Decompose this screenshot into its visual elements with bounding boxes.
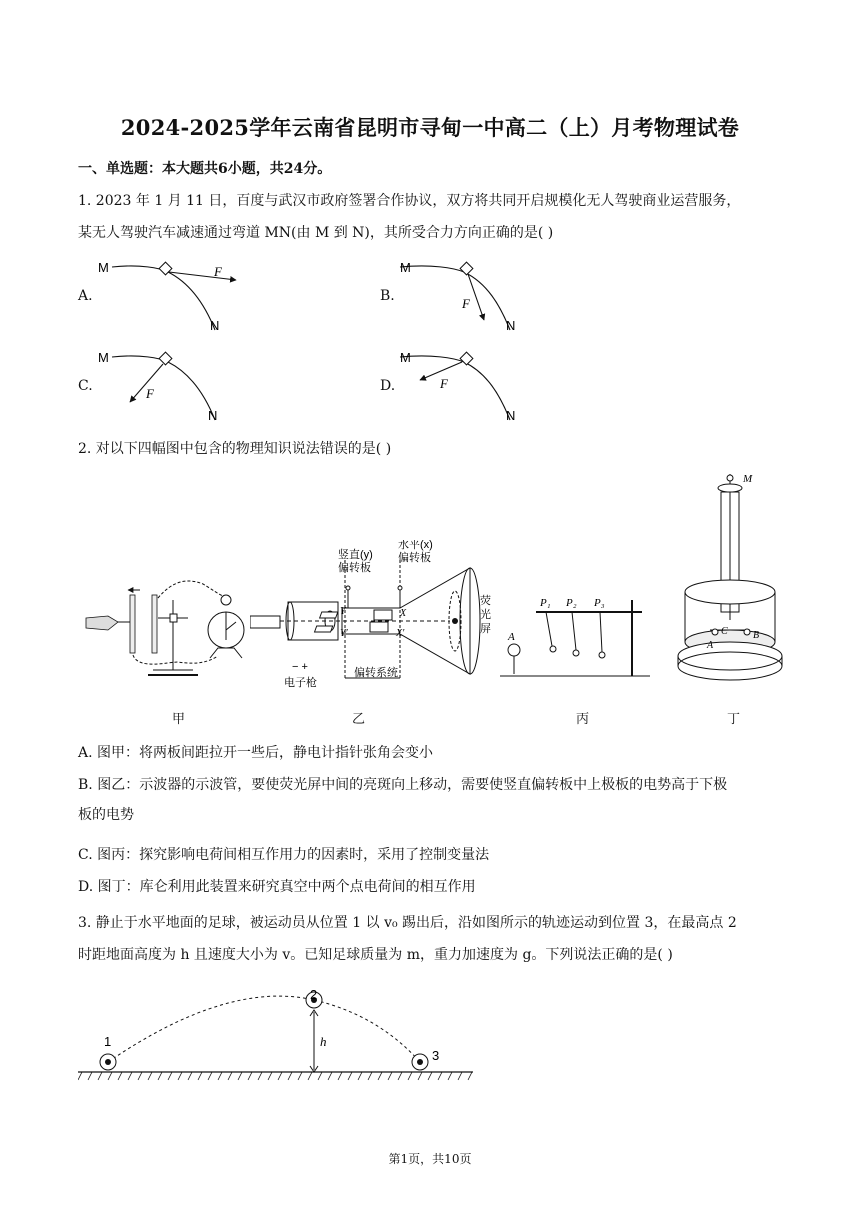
- q1d-label-m: M: [400, 350, 411, 365]
- q1b-label-m: M: [400, 260, 411, 275]
- q3-label-h: h: [320, 1034, 327, 1049]
- q2ding-b: B: [753, 630, 760, 641]
- q2yi-vert2: 偏转板: [338, 562, 371, 574]
- q2yi-yp: Y′: [340, 628, 348, 639]
- q2yi-screen-2: 光: [480, 609, 491, 621]
- q2-caption-jia: 甲: [172, 712, 186, 727]
- q1d-label-n: N: [506, 408, 516, 423]
- q2yi-y: Y: [340, 606, 346, 617]
- q2-caption-yi: 乙: [352, 712, 366, 727]
- page-title: 2024-2025学年云南省昆明市寻甸一中高二（上）月考物理试卷: [120, 115, 740, 140]
- q2-stem: 2. 对以下四幅图中包含的物理知识说法错误的是( ): [78, 441, 392, 457]
- q1c-label-n: N: [208, 408, 218, 423]
- q2yi-vert: 竖直(y): [338, 549, 373, 561]
- q3-figure-trajectory: [78, 990, 478, 1085]
- q2yi-screen-3: 屏: [480, 623, 491, 635]
- section-heading: 一、单选题：本大题共6小题，共24分。: [78, 161, 332, 177]
- q1-option-d-label: D.: [380, 378, 396, 394]
- q1-option-a-label: A.: [78, 288, 93, 304]
- q1-option-b-label: B.: [380, 288, 395, 304]
- q1-option-c-label: C.: [78, 378, 93, 394]
- q2bing-p2: P₂: [566, 597, 577, 609]
- q1a-label-f: F: [214, 264, 222, 279]
- q2-figure-ding: [675, 470, 795, 690]
- q2yi-x: X: [400, 608, 407, 619]
- q3-text-line1: 3. 静止于水平地面的足球，被运动员从位置 1 以 v₀ 踢出后，沿如图所示的轨迹运动到位置 3，在最高点 2: [78, 915, 737, 931]
- q1-figure-b: [392, 250, 572, 340]
- page-footer: 第1页，共10页: [388, 1152, 472, 1166]
- q2ding-m: M: [743, 473, 753, 485]
- q2yi-sign: − +: [292, 661, 308, 673]
- q2-caption-bing: 丙: [576, 712, 590, 727]
- q2bing-a: A: [508, 631, 515, 643]
- q3-label-1: 1: [104, 1034, 112, 1049]
- q2ding-a: A: [707, 640, 714, 651]
- q2bing-p1: P₁: [540, 597, 551, 609]
- q2yi-deflect: 偏转系统: [354, 667, 398, 679]
- q2-option-b-line2: 板的电势: [78, 807, 134, 823]
- q1-figure-a: [90, 250, 270, 340]
- q2yi-screen-1: 荧: [480, 595, 491, 607]
- q2-option-a: A. 图甲：将两板间距拉开一些后，静电计指针张角会变小: [78, 745, 434, 761]
- q3-label-2: 2: [310, 990, 318, 1002]
- q1b-label-f: F: [462, 296, 470, 311]
- q2-figure-yi: [250, 540, 500, 690]
- q2-option-c: C. 图丙：探究影响电荷间相互作用力的因素时，采用了控制变量法: [78, 847, 490, 863]
- q3-label-3: 3: [432, 1048, 440, 1063]
- q1b-label-n: N: [506, 318, 516, 333]
- q3-text-line2: 时距地面高度为 h 且速度大小为 v。已知足球质量为 m，重力加速度为 g。下列说法正确的是( ): [78, 947, 673, 963]
- q1c-label-m: M: [98, 350, 109, 365]
- q2yi-gun: 电子枪: [284, 677, 317, 689]
- q2-figure-jia: [78, 570, 248, 685]
- q2yi-xp: X′: [396, 628, 405, 639]
- q1d-label-f: F: [440, 376, 448, 391]
- q1-text-line2: 某无人驾驶汽车减速通过弯道 MN(由 M 到 N)，其所受合力方向正确的是( ): [78, 225, 554, 241]
- q1c-label-f: F: [146, 386, 154, 401]
- q2ding-c: C: [721, 626, 728, 637]
- q1a-label-m: M: [98, 260, 109, 275]
- q1-figure-c: [90, 340, 270, 430]
- q2-option-d: D. 图丁：库仑利用此装置来研究真空中两个点电荷间的相互作用: [78, 879, 476, 895]
- q2yi-horiz: 水平(x): [398, 540, 433, 551]
- q1-text-line1: 1. 2023 年 1 月 11 日，百度与武汉市政府签署合作协议，双方将共同开启规模化无人驾驶商业运营服务，: [78, 193, 741, 209]
- q2-figure-bing: [500, 590, 670, 685]
- q1-figure-d: [392, 340, 572, 430]
- q2-caption-ding: 丁: [727, 712, 741, 727]
- q2-option-b-line1: B. 图乙：示波器的示波管，要使荧光屏中间的亮斑向上移动，需要使竖直偏转板中上极板的电势高于下极: [78, 777, 728, 793]
- q1a-label-n: N: [210, 318, 220, 333]
- q2yi-horiz2: 偏转板: [398, 552, 431, 564]
- q2bing-p3: P₃: [594, 597, 605, 609]
